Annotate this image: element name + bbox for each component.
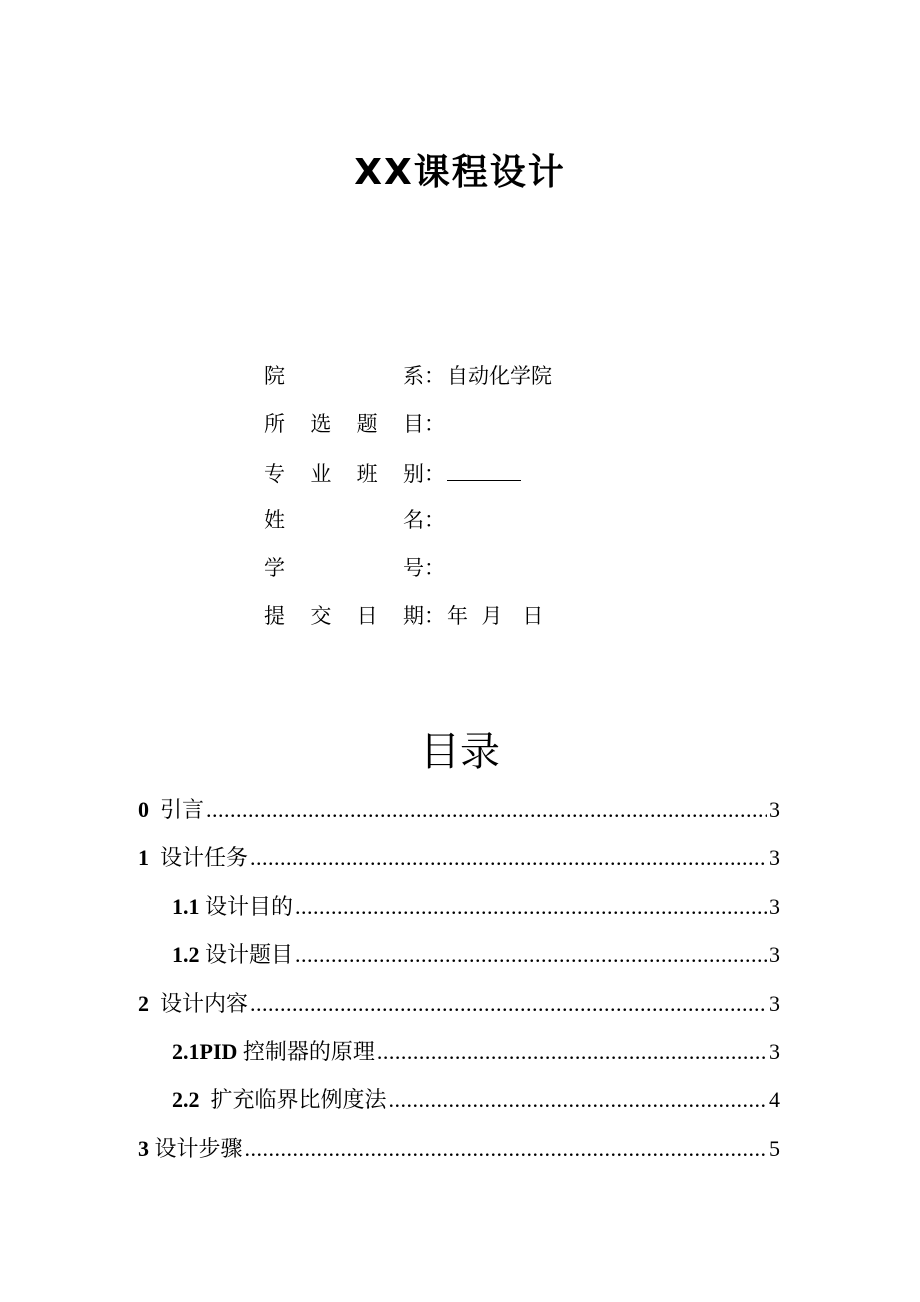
info-label: 专 业 班 别 bbox=[264, 462, 424, 486]
info-colon: ： bbox=[424, 412, 445, 436]
toc-leader-dots bbox=[377, 1030, 767, 1074]
toc-entry[interactable] bbox=[138, 1127, 780, 1175]
info-row-department bbox=[264, 356, 684, 404]
info-row-name bbox=[264, 500, 684, 548]
department-value: 自动化学院 bbox=[447, 364, 552, 388]
toc-leader-dots bbox=[295, 933, 767, 977]
toc-leader-dots bbox=[389, 1078, 767, 1122]
info-colon: ： bbox=[424, 604, 445, 628]
toc-entry[interactable] bbox=[138, 982, 780, 1030]
toc-entry-number: 2.1PID bbox=[172, 1038, 243, 1064]
toc-page-number: 3 bbox=[769, 797, 780, 822]
toc-leader-dots bbox=[250, 982, 767, 1026]
toc-leader-dots bbox=[250, 836, 767, 880]
cover-info-block bbox=[264, 356, 684, 644]
toc-entry[interactable] bbox=[138, 885, 780, 933]
toc-page-number: 3 bbox=[769, 1038, 780, 1064]
page-title: XX课程设计 bbox=[354, 152, 566, 193]
toc-entry-text: 扩充临界比例度法 bbox=[210, 1088, 387, 1114]
info-colon: ： bbox=[424, 462, 445, 486]
toc-entry-number: 2.2 bbox=[172, 1087, 211, 1113]
toc-entry[interactable] bbox=[138, 933, 780, 981]
info-row-topic bbox=[264, 404, 684, 452]
toc-page-number: 3 bbox=[769, 893, 780, 919]
toc-entry[interactable] bbox=[138, 836, 780, 884]
info-colon: ： bbox=[424, 364, 445, 388]
toc-title: 目录 bbox=[420, 729, 500, 775]
toc-entry-text: 设计任务 bbox=[160, 846, 249, 872]
toc-leader-dots bbox=[245, 1127, 767, 1171]
info-colon: ： bbox=[424, 556, 445, 580]
submit-date-value: 年 月 日 bbox=[447, 604, 544, 628]
info-label: 姓 名 bbox=[264, 508, 424, 532]
toc-entry-text: 设计内容 bbox=[160, 991, 249, 1017]
toc-entry-text: 设计题目 bbox=[205, 943, 294, 969]
toc-entry-number: 3 bbox=[138, 1135, 155, 1161]
toc-page-number: 3 bbox=[769, 845, 780, 871]
toc-entry-text: 设计步骤 bbox=[154, 1136, 243, 1162]
toc-entry-number: 1 bbox=[138, 845, 160, 871]
table-of-contents bbox=[138, 788, 780, 1175]
toc-entry-number: 1.1 bbox=[172, 893, 205, 919]
toc-entry-text: 设计目的 bbox=[205, 894, 294, 920]
toc-entry-text: 控制器的原理 bbox=[242, 1039, 375, 1065]
info-row-submit-date bbox=[264, 596, 684, 644]
info-row-class bbox=[264, 452, 684, 500]
info-colon: ： bbox=[424, 508, 445, 532]
toc-page-number: 4 bbox=[769, 1087, 780, 1113]
class-blank-line bbox=[447, 452, 521, 481]
info-label: 院 系 bbox=[264, 364, 424, 388]
toc-entry[interactable] bbox=[138, 1030, 780, 1078]
info-label: 提 交 日 期 bbox=[264, 604, 424, 628]
toc-entry-number: 0 bbox=[138, 797, 160, 822]
info-row-student-id bbox=[264, 548, 684, 596]
toc-page-number: 3 bbox=[769, 990, 780, 1016]
toc-entry[interactable] bbox=[138, 788, 780, 836]
toc-entry-number: 1.2 bbox=[172, 942, 205, 968]
toc-entry[interactable] bbox=[138, 1078, 780, 1126]
toc-entry-text: 引言 bbox=[160, 798, 205, 823]
toc-leader-dots bbox=[206, 788, 767, 832]
toc-leader-dots bbox=[295, 885, 767, 929]
toc-page-number: 3 bbox=[769, 942, 780, 968]
info-label: 学 号 bbox=[264, 556, 424, 580]
toc-entry-number: 2 bbox=[138, 990, 160, 1016]
toc-page-number: 5 bbox=[769, 1135, 780, 1161]
info-label: 所 选 题 目 bbox=[264, 412, 424, 436]
